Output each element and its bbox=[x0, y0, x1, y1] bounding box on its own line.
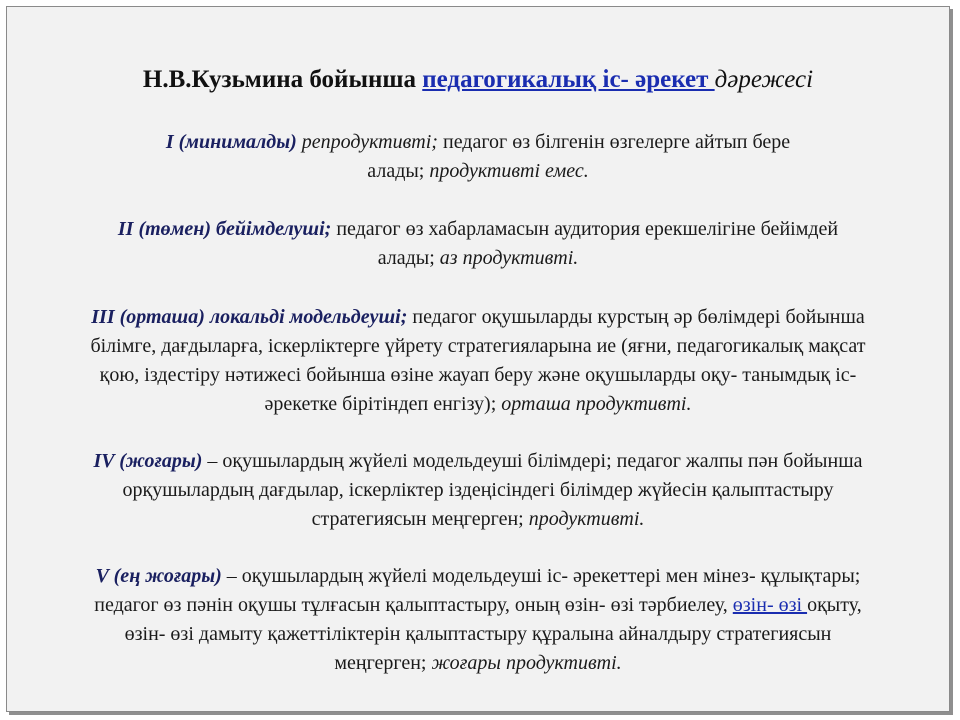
level-2-productivity: аз продуктивті. bbox=[439, 247, 579, 269]
level-5-text-2-end: оқыту, bbox=[807, 594, 862, 616]
level-5-text-3: өзін- өзі дамыту қажеттіліктерін қалыптастыру құралына айналдыру стратегиясын bbox=[124, 623, 832, 645]
level-4-line-1 bbox=[13, 447, 943, 476]
level-1-line-2 bbox=[13, 157, 943, 186]
level-2-label: II (төмен) бейімделуші; bbox=[117, 218, 332, 240]
slide-title bbox=[7, 65, 949, 95]
level-2-line-1 bbox=[13, 215, 943, 244]
level-5-line-2 bbox=[13, 591, 943, 620]
level-5-paragraph bbox=[13, 562, 943, 678]
slide bbox=[6, 6, 950, 712]
level-3-text: педагог оқушыларды курстың әр бөлімдері бойынша bbox=[407, 306, 865, 328]
level-4-line-3 bbox=[13, 505, 943, 534]
level-2-text: педагог өз хабарламасын аудитория ерекшелігіне бейімдей bbox=[331, 218, 839, 240]
level-3-line-3 bbox=[13, 361, 943, 390]
title-link[interactable]: педагогикалық іс- әрекет bbox=[422, 66, 715, 93]
level-3-paragraph bbox=[13, 303, 943, 419]
level-4-text: – оқушылардың жүйелі модельдеуші білімдері; педагог жалпы пән бойынша bbox=[202, 450, 863, 472]
level-5-text-4: меңгерген; bbox=[334, 652, 432, 674]
level-2-text-2: алады; bbox=[377, 247, 440, 269]
level-5-link[interactable]: өзін- өзі bbox=[732, 594, 808, 616]
level-5-line-4 bbox=[13, 649, 943, 678]
level-5-line-1 bbox=[13, 562, 943, 591]
level-4-line-2 bbox=[13, 476, 943, 505]
level-1-paragraph bbox=[13, 128, 943, 186]
title-prefix: Н.В.Кузьмина бойынша bbox=[142, 66, 423, 93]
level-3-productivity: орташа продуктивті. bbox=[501, 393, 692, 415]
level-5-text: – оқушылардың жүйелі модельдеуші іс- әрекеттері мен мінез- құлықтары; bbox=[221, 565, 861, 587]
level-4-label: IV (жоғары) bbox=[93, 450, 203, 472]
level-3-line-4 bbox=[13, 390, 943, 419]
level-4-text-2: орқушылардың дағдылар, іскерліктер іздеңісіндегі білімдер жүйесін қалыптастыру bbox=[122, 479, 834, 501]
level-1-text-2: алады; bbox=[367, 160, 430, 182]
level-5-productivity: жоғары продуктивті. bbox=[431, 652, 622, 674]
level-2-line-2 bbox=[13, 244, 943, 273]
level-3-text-2: білімге, дағдыларға, іскерліктерге үйрету стратегияларына ие (яғни, педагогикалық мақсат bbox=[90, 335, 866, 357]
level-3-line-2 bbox=[13, 332, 943, 361]
title-suffix: дәрежесі bbox=[714, 66, 814, 93]
level-4-paragraph bbox=[13, 447, 943, 534]
level-3-line-1 bbox=[13, 303, 943, 332]
level-3-label: III (орташа) локальді модельдеуші; bbox=[91, 306, 408, 328]
level-1-type: репродуктивті; bbox=[301, 131, 443, 153]
level-4-text-3: стратегиясын меңгерген; bbox=[311, 508, 529, 530]
level-5-line-3 bbox=[13, 620, 943, 649]
level-3-text-4: әрекетке бірітіндеп енгізу); bbox=[264, 393, 502, 415]
level-2-paragraph bbox=[13, 215, 943, 273]
level-5-text-2: педагог өз пәнін оқушы тұлғасын қалыптастыру, оның өзін- өзі тәрбиелеу, bbox=[94, 594, 733, 616]
level-1-line-1 bbox=[13, 128, 943, 157]
level-1-productivity: продуктивті емес. bbox=[429, 160, 589, 182]
level-3-text-3: қою, іздестіру нәтижесі бойынша өзіне жауап беру және оқушыларды оқу- танымдық іс- bbox=[99, 364, 857, 386]
level-1-text: педагог өз білгенін өзгелерге айтып бере bbox=[442, 131, 791, 153]
level-4-productivity: продуктивті. bbox=[528, 508, 645, 530]
level-5-label: V (ең жоғары) bbox=[95, 565, 222, 587]
level-1-label: I (минималды) bbox=[165, 131, 302, 153]
